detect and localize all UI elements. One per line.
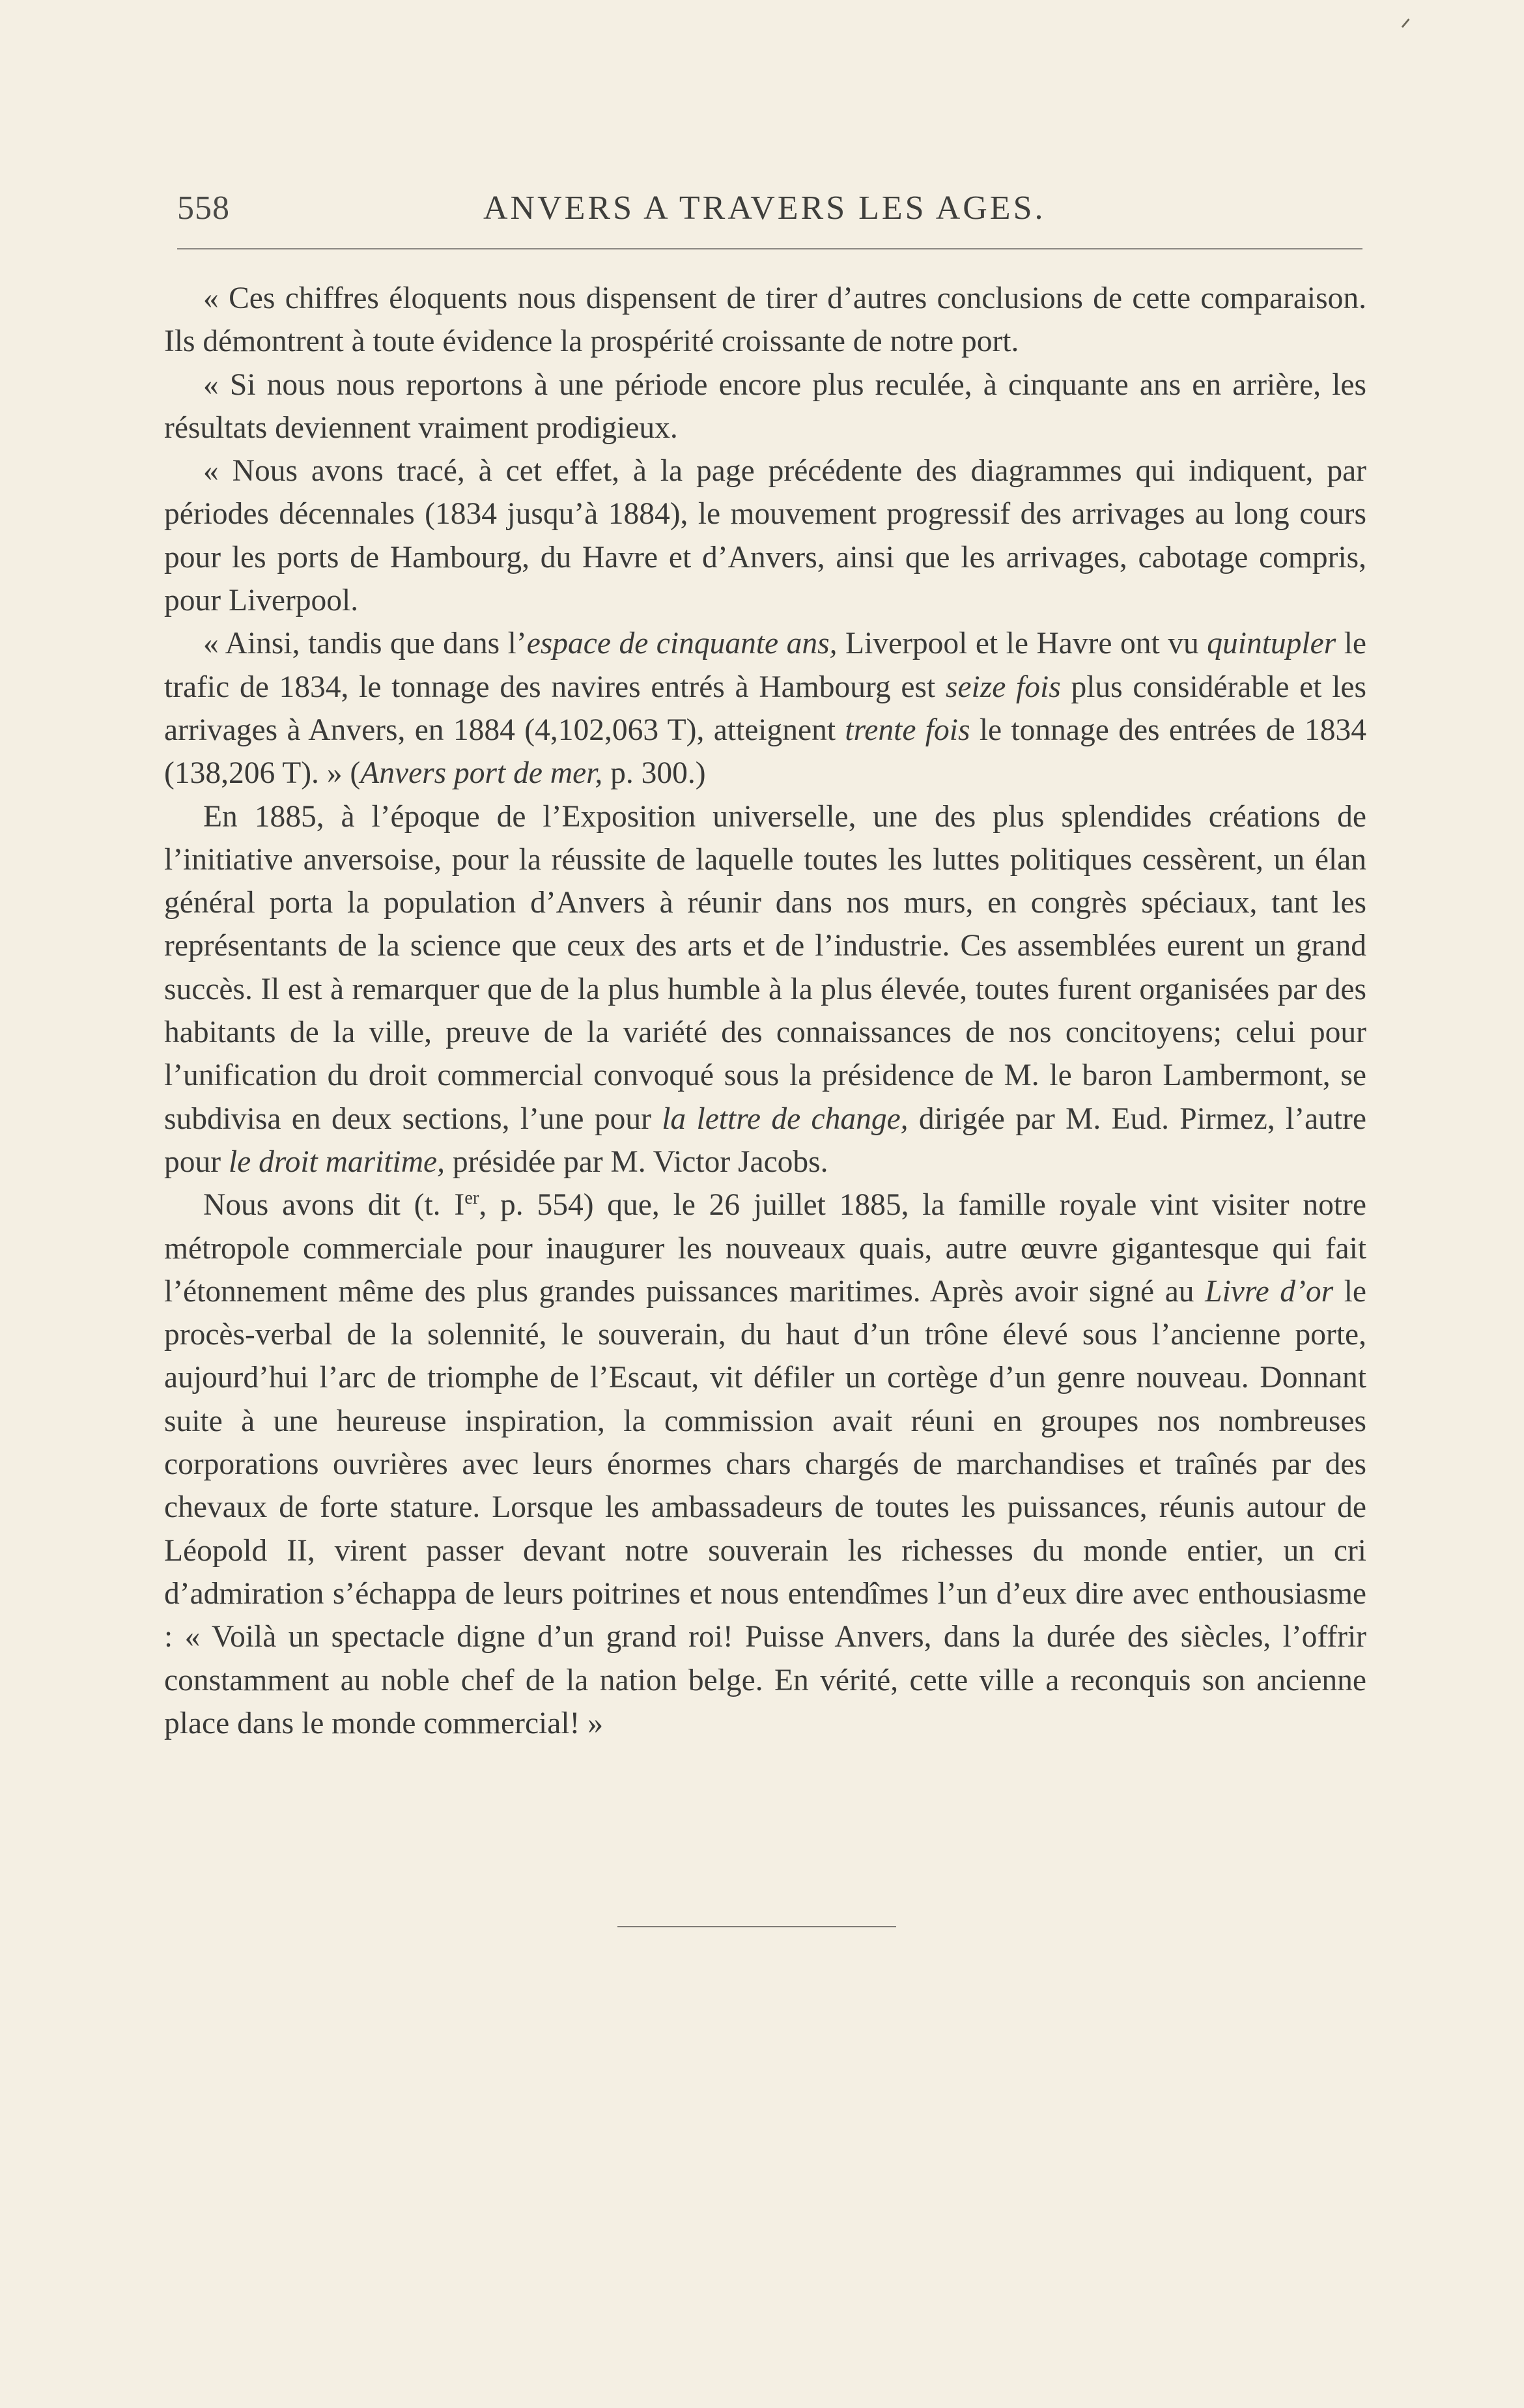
paragraph: [164, 795, 1366, 1184]
text-run: plus considérable et les arrivages à Anvers, en 1884 (4,102,063 T), atteignent: [164, 670, 1366, 747]
text-run: le tonnage des entrées de 1834 (138,206 T). » (: [164, 713, 1366, 791]
italic-text: trente fois: [845, 713, 970, 747]
text-run: En 1885, à l’époque de l’Exposition universelle, une des plus splendides créations de l’initiative anversoise, pour la réussite de laquelle toutes les luttes politiques cessèrent, un élan général porta la population d’Anvers à réunir dans nos murs, en congrès spéciaux, tant les représentants de la science que ceux des arts et de l’industrie. Ces assemblées eurent un grand succès. Il est à remarquer que de la plus humble à la plus élevée, toutes furent organisées par des habitants de la ville, preuve de la variété des connaissances de nos concitoyens; celui pour l’unification du droit commercial convoqué sous la présidence de M. le baron Lambermont, se subdivisa en deux sections, l’une pour: [164, 799, 1366, 1136]
text-run: le procès-verbal de la solennité, le souverain, du haut d’un trône élevé sous l’ancienne porte, aujourd’hui l’arc de triomphe de l’Escaut, vit défiler un cortège d’un genre nouveau. Donnant suite à une heureuse inspiration, la commission avait réuni en groupes nos nombreuses corporations ouvrières avec leurs énormes chars chargés de marchandises et traînés par des chevaux de forte stature. Lorsque les ambassadeurs de toutes les puissances, réunis autour de Léopold II, virent passer devant notre souverain les richesses du monde entier, un cri d’admiration s’échappa de leurs poitrines et nous entendîmes l’un d’eux dire avec enthousiasme : « Voilà un spectacle digne d’un grand roi! Puisse Anvers, dans la durée des siècles, l’offrir constamment au noble chef de la nation belge. En vérité, cette ville a reconquis son ancienne place dans le monde commercial! »: [164, 1274, 1367, 1740]
text-run: , p. 554) que, le 26 juillet 1885, la famille royale vint visiter notre métropole commerciale pour inaugurer les nouveaux quais, autre œuvre gigantesque qui fait l’étonnement même des plus grandes puissances maritimes. Après avoir signé au: [164, 1188, 1366, 1309]
end-rule: [617, 1926, 896, 1927]
italic-text: la lettre de change,: [662, 1101, 909, 1136]
text-run: « Si nous nous reportons à une période encore plus reculée, à cinquante ans en arrière, les résultats deviennent vraiment prodigieux.: [164, 367, 1366, 445]
header-rule: [177, 248, 1362, 249]
italic-text: espace de cinquante ans,: [526, 627, 838, 661]
paragraph: [164, 622, 1366, 795]
text-run: p. 300.): [602, 756, 706, 791]
running-title: ANVERS A TRAVERS LES AGES.: [483, 190, 1046, 227]
page-header: [177, 189, 1362, 234]
text-run: le trafic de 1834, le tonnage des navires entrés à Hambourg est: [164, 627, 1366, 704]
superscript-text: er: [464, 1188, 479, 1209]
italic-text: seize fois: [945, 670, 1061, 704]
italic-text: Livre d’or: [1205, 1274, 1334, 1309]
text-run: présidée par M. Victor Jacobs.: [445, 1144, 828, 1179]
text-run: dirigée par M. Eud. Pirmez, l’autre pour: [164, 1101, 1366, 1179]
paragraph: [164, 277, 1366, 363]
body-text: [164, 277, 1366, 1745]
text-run: Nous avons dit (t. I: [203, 1188, 465, 1223]
italic-text: Anvers port de mer,: [360, 756, 603, 791]
paragraph: [164, 1183, 1366, 1745]
paragraph: [164, 449, 1366, 622]
corner-blemish-mark: ᐟ: [1400, 14, 1411, 43]
italic-text: le droit maritime,: [228, 1144, 445, 1179]
page-number: 558: [177, 190, 230, 227]
text-run: « Ainsi, tandis que dans l’: [203, 627, 527, 661]
text-run: « Ces chiffres éloquents nous dispensent de tirer d’autres conclusions de cette comparaison. Ils démontrent à toute évidence la prospérité croissante de notre port.: [164, 281, 1366, 359]
text-run: Liverpool et le Havre ont vu: [837, 627, 1207, 661]
paragraph: [164, 363, 1366, 450]
italic-text: quintupler: [1207, 627, 1336, 661]
text-run: « Nous avons tracé, à cet effet, à la page précédente des diagrammes qui indiquent, par périodes décennales (1834 jusqu’à 1884), le mouvement progressif des arrivages au long cours pour les ports de Hambourg, du Havre et d’Anvers, ainsi que les arrivages, cabotage compris, pour Liverpool.: [164, 454, 1366, 618]
